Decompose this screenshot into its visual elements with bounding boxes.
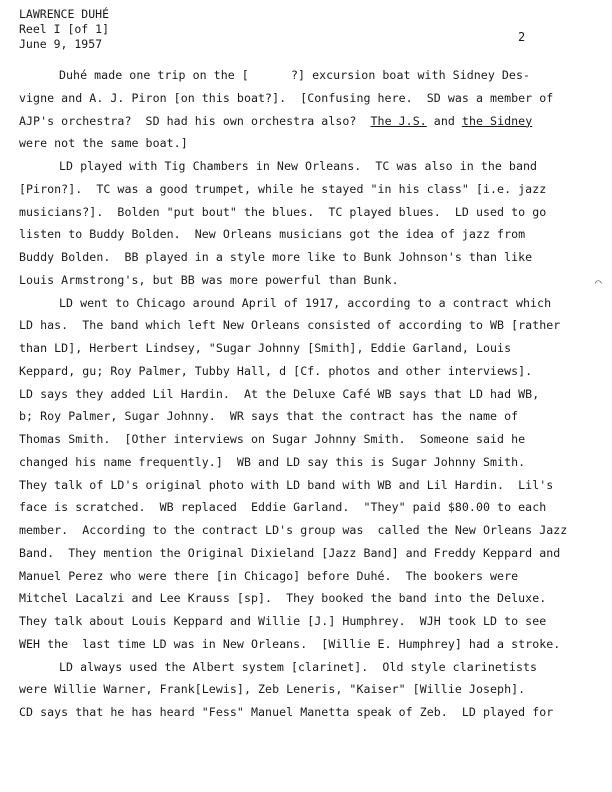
underlined-boat-name: the Sidney — [461, 113, 533, 128]
document-header — [19, 7, 109, 52]
text-line: musicians?]. Bolden "put bout" the blues. TC played blues. LD used to go — [19, 204, 547, 219]
text-line: LD went to Chicago around April of 1917, according to a contract which — [59, 295, 552, 310]
underlined-boat-name: The J.S. — [370, 113, 427, 128]
margin-pencil-mark: ⌒ — [595, 276, 602, 289]
text-line: Band. They mention the Original Dixieland [Jazz Band] and Freddy Keppard and — [19, 545, 561, 560]
text-line: LD played with Tig Chambers in New Orleans. TC was also in the band — [59, 159, 538, 173]
text-line: changed his name frequently.] WB and LD say this is Sugar Johnny Smith. — [19, 454, 526, 469]
text-line: LD always used the Albert system [clarinet]. Old style clarinetists — [59, 659, 538, 674]
text-line: face is scratched. WB replaced Eddie Garland. "They" paid $80.00 to each — [19, 500, 547, 515]
text-line: Buddy Bolden. BB played in a style more like to Bunk Johnson's than like — [19, 250, 533, 264]
text-line: Manuel Perez who were there [in Chicago] before Duhé. The bookers were — [19, 568, 519, 583]
text-line: than LD], Herbert Lindsey, "Sugar Johnny [Smith], Eddie Garland, Louis — [19, 341, 512, 355]
text-line: LD has. The band which left New Orleans consisted of according to WB [rather — [19, 318, 561, 333]
header-reel: Reel I [of 1] — [19, 22, 110, 36]
header-name: LAWRENCE DUHÉ — [19, 7, 110, 21]
text-line: listen to Buddy Bolden. New Orleans musicians got the idea of jazz from — [19, 227, 526, 242]
text-line: [Piron?]. TC was a good trumpet, while he stayed "in his class" [i.e. jazz — [19, 181, 547, 196]
header-date: June 9, 1957 — [19, 37, 103, 51]
text-line: Keppard, gu; Roy Palmer, Tubby Hall, d [Cf. photos and other interviews]. — [19, 363, 533, 378]
text-line: Thomas Smith. [Other interviews on Sugar Johnny Smith. Someone said he — [19, 432, 526, 446]
text-line: They talk of LD's original photo with LD band with WB and Lil Hardin. Lil's — [19, 477, 554, 492]
text-line: vigne and A. J. Piron [on this boat?]. [Confusing here. SD was a member of — [19, 90, 554, 105]
page-number: 2 — [518, 30, 526, 44]
text-line: Mitchel Lacalzi and Lee Krauss [sp]. They booked the band into the Deluxe. — [19, 591, 547, 606]
text-line — [19, 110, 604, 133]
text-line: CD says that he has heard "Fess" Manuel Manetta speak of Zeb. LD played for — [19, 705, 554, 719]
text-line: were Willie Warner, Frank[Lewis], Zeb Leneris, "Kaiser" [Willie Joseph]. — [19, 682, 526, 697]
text-line: LD says they added Lil Hardin. At the Deluxe Café WB says that LD had WB, — [19, 386, 540, 401]
transcript-body — [19, 64, 604, 724]
text-line: b; Roy Palmer, Sugar Johnny. WR says that the contract has the name of — [19, 409, 519, 424]
text-segment: and — [426, 113, 462, 128]
text-line: member. According to the contract LD's group was called the New Orleans Jazz — [19, 523, 568, 537]
text-line: They talk about Louis Keppard and Willie [J.] Humphrey. WJH took LD to see — [19, 614, 547, 628]
text-line: Duhé made one trip on the [ ?] excursion boat with Sidney Des- — [59, 68, 531, 82]
text-line: were not the same boat.] — [19, 136, 188, 151]
text-line: Louis Armstrong's, but BB was more powerful than Bunk. — [19, 272, 399, 287]
text-segment: AJP's orchestra? SD had his own orchestra also? — [19, 113, 371, 128]
text-line: WEH the last time LD was in New Orleans. [Willie E. Humphrey] had a stroke. — [19, 636, 561, 651]
